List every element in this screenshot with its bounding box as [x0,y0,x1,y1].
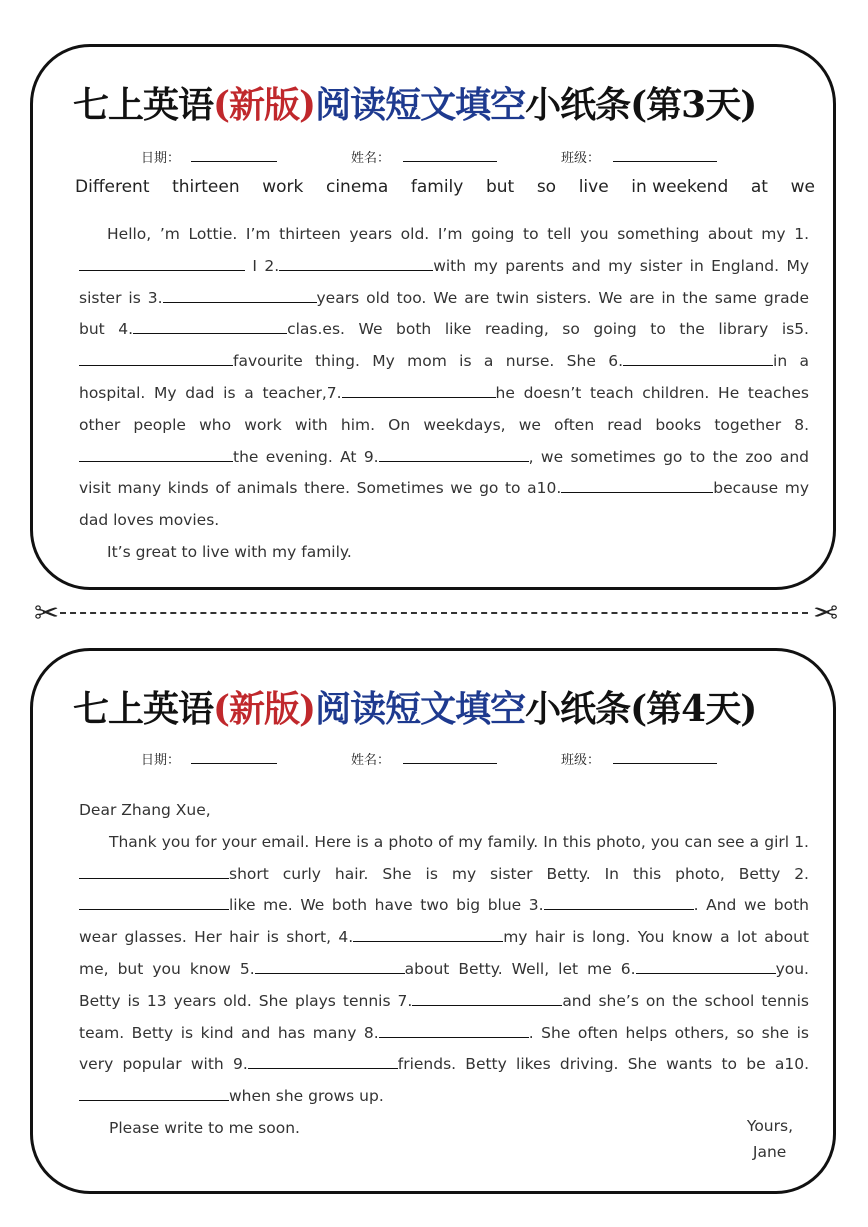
worksheet-title [73,681,756,732]
blank-7[interactable] [342,383,496,398]
passage-text: you. Betty is 13 years old. She plays tennis 7. [79,959,809,1010]
passage-text: my hair is long. You know a lot about me, but you know 5. [79,928,809,978]
blank-1[interactable] [79,864,229,879]
blank-2[interactable] [279,256,433,271]
word-bank-item: live [578,177,609,197]
cut-line [60,612,808,614]
passage-text: he doesn’t teach children. He teaches other people who work with him. On weekdays, we often read books together 8. [79,383,809,434]
name-field[interactable] [403,749,497,764]
blank-8[interactable] [379,1023,529,1038]
class-label: 班级： [561,151,601,166]
title-part: 阅读短文填空 [315,688,526,730]
blank-5[interactable] [255,959,405,974]
passage-text: . And we both wear glasses. Her hair is short, 4. [79,896,809,947]
blank-7[interactable] [412,991,562,1006]
class-field[interactable] [613,147,717,162]
word-bank-item: work [262,177,304,197]
closing-line: Please write to me soon. [109,1118,300,1137]
class-label: 班级： [561,753,601,768]
passage [79,795,809,1145]
blank-10[interactable] [79,1086,229,1101]
closing-line: It’s great to live with my family. [107,542,352,561]
passage-text: the evening. At 9. [233,447,379,466]
blank-10[interactable] [561,478,713,493]
passage-text: . She often helps others, so she is very popular with 9. [79,1023,809,1074]
passage-text: like me. We both have two big blue 3. [229,896,544,915]
passage-text: about Betty. Well, let me 6. [404,959,636,978]
passage-text: in a hospital. My dad is a teacher,7. [79,352,809,402]
date-label: 日期： [141,151,181,166]
worksheet-day3 [30,44,836,590]
passage-text: when she grows up. [229,1087,384,1106]
worksheet-title [73,77,756,128]
word-bank-item: Different [75,177,150,197]
date-field[interactable] [191,147,277,162]
title-part: (新版) [213,688,316,730]
title-part: (新版) [213,84,316,126]
passage-text: I 2. [245,256,280,275]
word-bank-item: in weekend [631,177,729,197]
name-label: 姓名： [351,753,391,768]
blank-3[interactable] [163,288,317,303]
passage-text: short curly hair. She is my sister Betty. In this photo, Betty 2. [229,864,809,883]
blank-6[interactable] [623,351,773,366]
passage-text: friends. Betty likes driving. She wants to be a10. [397,1055,809,1074]
passage-text: with my parents and my sister in England. My sister is 3. [79,256,809,307]
signature [747,1113,793,1165]
sign-off: Yours, [746,1117,793,1135]
name-label: 姓名： [351,151,391,166]
passage-text: and she’s on the school tennis team. Betty is kind and has many 8. [79,991,809,1042]
blank-9[interactable] [248,1054,398,1069]
name-field[interactable] [403,147,497,162]
title-part: 阅读短文填空 [315,84,526,126]
blank-4[interactable] [353,927,503,942]
word-bank-item: family [410,177,464,197]
blank-9[interactable] [379,447,529,462]
blank-3[interactable] [544,895,694,910]
blank-8[interactable] [79,447,233,462]
passage-text: , we sometimes go to the zoo and visit many kinds of animals there. Sometimes we go to a10. [79,447,810,498]
greeting: Dear Zhang Xue, [79,801,211,819]
word-bank-item: thirteen [172,177,240,197]
blank-1[interactable] [79,256,245,271]
word-bank-item: we [790,177,815,197]
word-bank-item: at [750,177,768,197]
blank-4[interactable] [133,319,287,334]
blank-6[interactable] [636,959,776,974]
scissors-icon: ✂ [34,596,60,631]
worksheet-day4 [30,648,836,1194]
passage-text: because my dad loves movies. [79,479,809,530]
passage-text: favourite thing. My mom is a nurse. She 6. [233,352,624,371]
word-bank-item: so [536,177,557,197]
blank-2[interactable] [79,895,229,910]
word-bank-item: cinema [325,177,389,197]
title-part: 七上英语 [73,688,214,730]
passage [79,219,809,569]
word-bank [75,177,815,197]
passage-text: Hello, ’m Lottie. I’m thirteen years old. I’m going to tell you something about my 1. [107,225,809,243]
passage-text: years old too. We are twin sisters. We are in the same grade but 4. [79,288,809,339]
date-label: 日期： [141,753,181,768]
title-part: 小纸条(第4天) [525,688,757,730]
word-bank-item: but [485,177,515,197]
date-field[interactable] [191,749,277,764]
passage-text: clas.es. We both like reading, so going to the library is5. [287,320,809,339]
title-part: 七上英语 [73,84,214,126]
class-field[interactable] [613,749,717,764]
passage-text: Thank you for your email. Here is a photo of my family. In this photo, you can see a girl 1. [109,832,809,851]
sign-name: Jane [752,1143,787,1161]
scissors-icon: ✂ [812,596,838,631]
title-part: 小纸条(第3天) [525,84,757,126]
blank-5[interactable] [79,351,233,366]
